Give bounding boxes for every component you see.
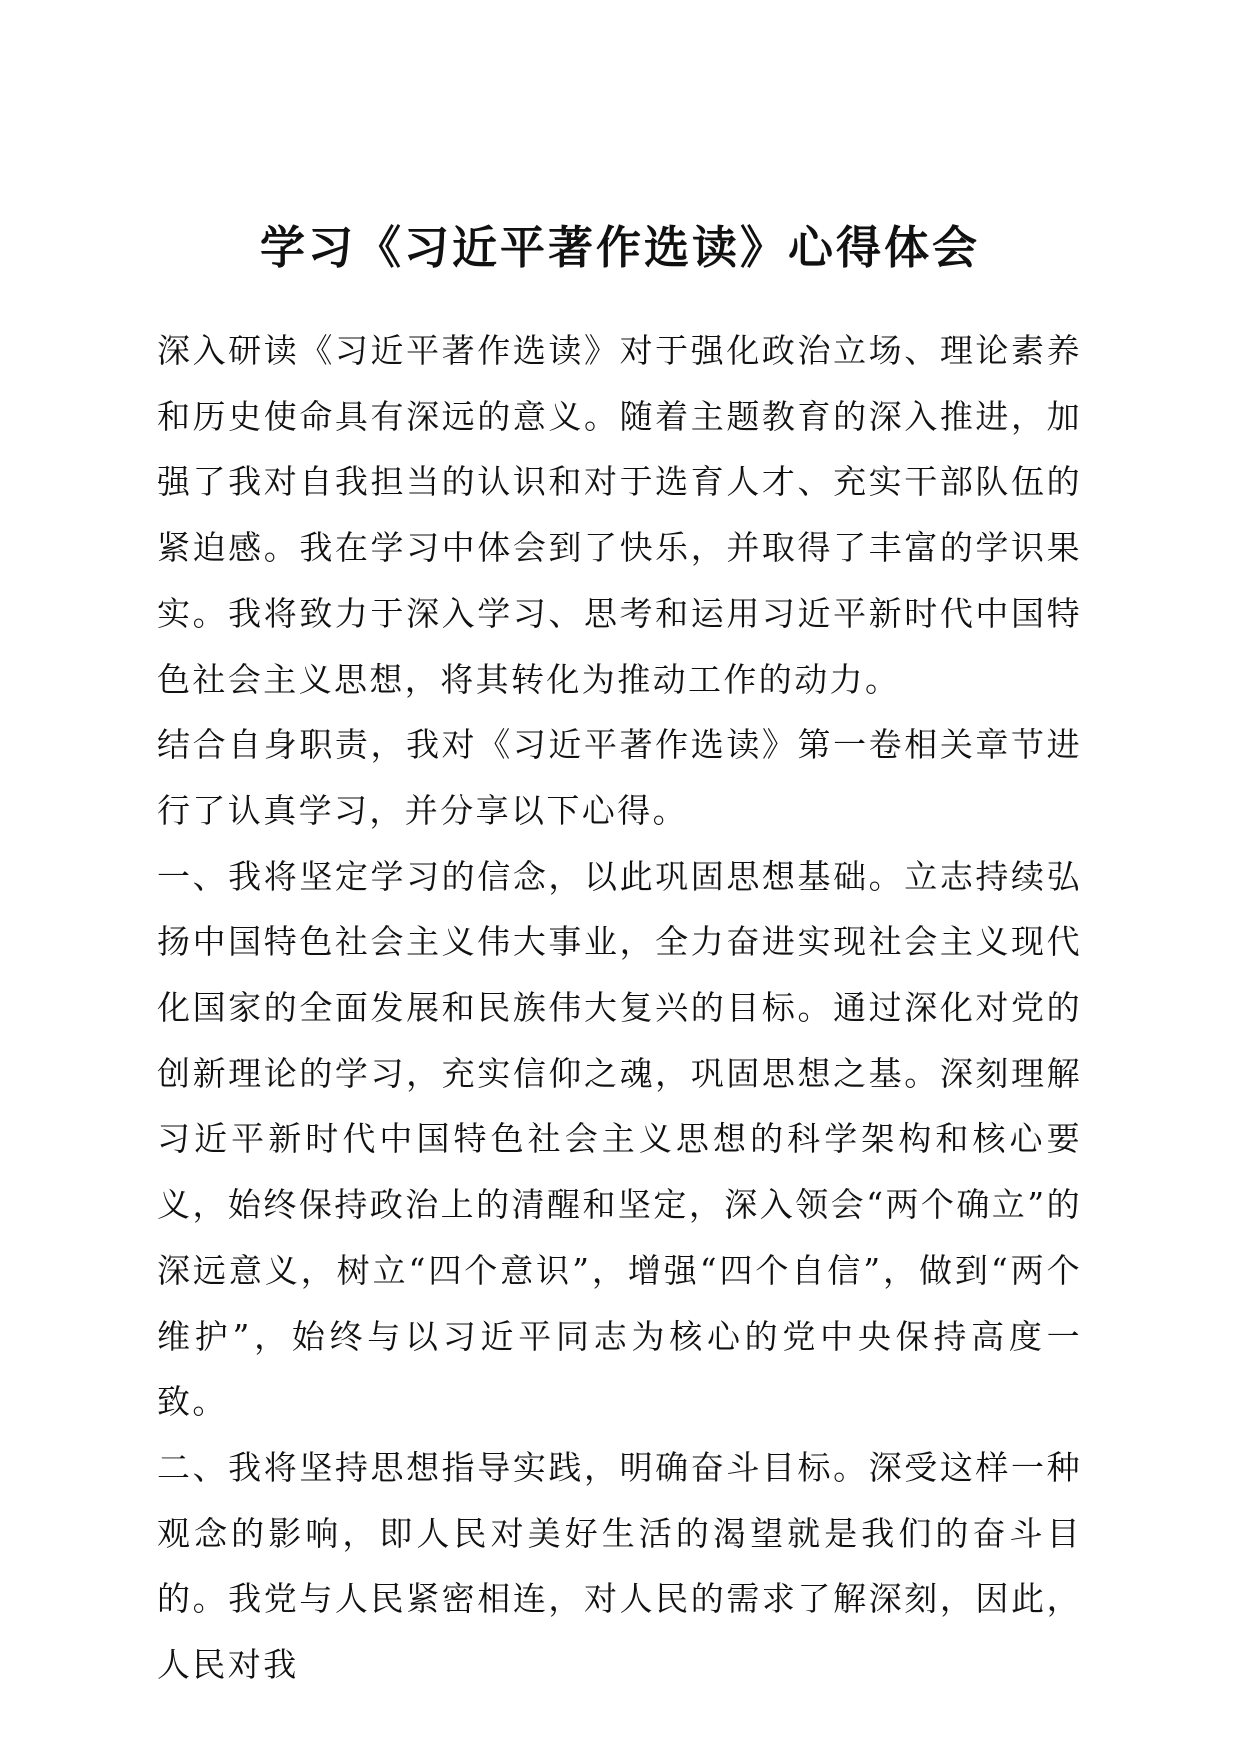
paragraph-point-two: 二、我将坚持思想指导实践，明确奋斗目标。深受这样一种观念的影响，即人民对美好生活的渴望就是我们的奋斗目的。我党与人民紧密相连，对人民的需求了解深刻，因此，人民对我 (157, 1447, 1082, 1685)
paragraph-point-one: 一、我将坚定学习的信念，以此巩固思想基础。立志持续弘扬中国特色社会主义伟大事业，全力奋进实现社会主义现代化国家的全面发展和民族伟大复兴的目标。通过深化对党的创新理论的学习，充实信仰之魂，巩固思想之基。深刻理解习近平新时代中国特色社会主义思想的科学架构和核心要义，始终保持政治上的清醒和坚定，深入领会“两个确立”的深远意义，树立“四个意识”，增强“四个自信”，做到“两个维护”，始终与以习近平同志为核心的党中央保持高度一致。 (157, 856, 1082, 1422)
document-title: 学习《习近平著作选读》心得体会 (259, 221, 980, 274)
paragraph-intro: 深入研读《习近平著作选读》对于强化政治立场、理论素养和历史使命具有深远的意义。随着主题教育的深入推进，加强了我对自我担当的认识和对于选育人才、充实干部队伍的紧迫感。我在学习中体会到了快乐，并取得了丰富的学识果实。我将致力于深入学习、思考和运用习近平新时代中国特色社会主义思想，将其转化为推动工作的动力。 (157, 331, 1082, 699)
paragraph-context: 结合自身职责，我对《习近平著作选读》第一卷相关章节进行了认真学习，并分享以下心得。 (157, 725, 1082, 830)
document-body (157, 318, 1082, 1698)
